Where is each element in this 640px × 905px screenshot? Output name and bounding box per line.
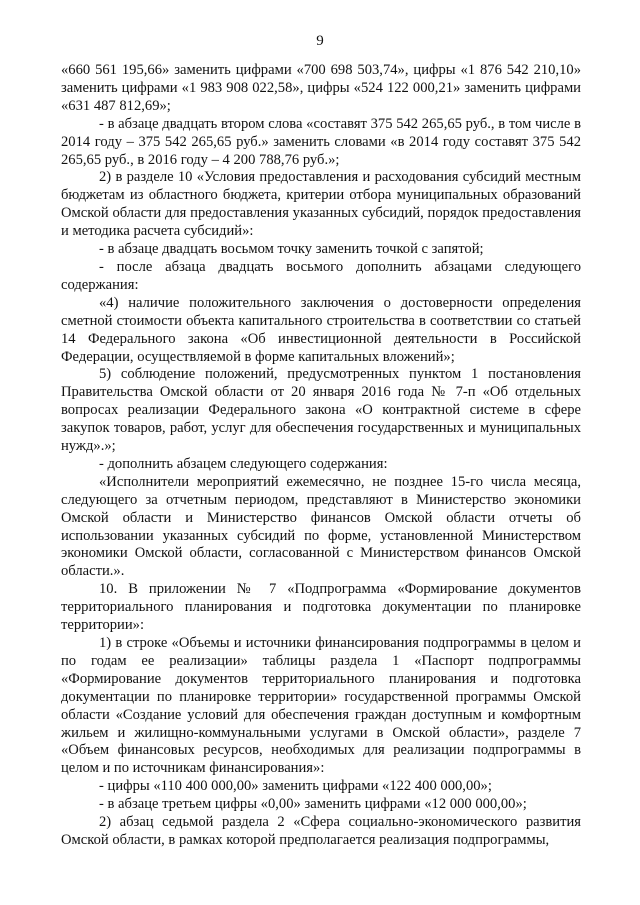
paragraph-third-abzac: - в абзаце третьем цифры «0,00» заменить цифрами «12 000 000,00»;	[99, 796, 527, 813]
paragraph-add-abzac: - дополнить абзацем следующего содержания:	[99, 455, 388, 472]
paragraph-22nd-abzac: - в абзаце двадцать втором слова «составят 375 542 265,65 руб., в том числе в 2014 году – 375 542 265,65 руб.» заменить словами «в 2014 году составят 375 542 265,65 руб., в 2016 году – 4 200 788,76 руб.»;	[61, 115, 581, 168]
paragraph-add-abzacs: - после абзаца двадцать восьмого дополнить абзацами следующего содержания:	[61, 258, 581, 293]
paragraph-appendix-7: 10. В приложении № 7 «Подпрограмма «Формирование документов территориального планирования и подготовка документации по планировке территории»:	[61, 581, 581, 634]
paragraph-item-5: 5) соблюдение положений, предусмотренных пунктом 1 постановления Правительства Омской области от 20 января 2016 года № 7-п «Об отдельных вопросах реализации Федерального закона «О контрактной системе в сфере закупок товаров, работ, услуг для обеспечения государственных и муниципальных нужд».»;	[61, 366, 581, 455]
paragraph-section-2: 2) абзац седьмой раздела 2 «Сфера социально-экономического развития Омской области, в рамках которой предполагается реализация подпрограммы,	[61, 814, 581, 848]
page-number: 9	[316, 33, 324, 49]
paragraph-continuation-figures: «660 561 195,66» заменить цифрами «700 698 503,74», цифры «1 876 542 210,10» заменить цифрами «1 983 908 022,58», цифры «524 122 000,21» заменить цифрами «631 487 812,69»;	[61, 62, 581, 114]
paragraph-item-4: «4) наличие положительного заключения о достоверности определения сметной стоимости объекта капитального строительства в соответствии со статьей 14 Федерального закона «Об инвестиционной деятельности в Российской Федерации, осуществляемой в форме капитальных вложений»;	[61, 294, 581, 365]
paragraph-figures-replace: - цифры «110 400 000,00» заменить цифрами «122 400 000,00»;	[99, 778, 492, 795]
paragraph-financing-row: 1) в строке «Объемы и источники финансирования подпрограммы в целом и по годам ее реализации» таблицы раздела 1 «Паспорт подпрограммы «Формирование документов территориального планирования и подготовка документации по планировке территории» государственной программы Омской области «Создание условий для обеспечения граждан доступным и комфортным жильем и жилищно-коммунальными услугами в Омской области», разделе 7 «Объем финансовых ресурсов, необходимых для реализации подпрограммы в целом и по источникам финансирования»:	[61, 635, 581, 777]
paragraph-executors-report: «Исполнители мероприятий ежемесячно, не позднее 15-го числа месяца, следующего за отчетным периодом, представляют в Министерство экономики Омской области и Министерство финансов Омской области отчеты об использовании указанных субсидий по форме, установленной Министерством экономики Омской области, согласованной с Министерством финансов Омской области.».	[61, 473, 581, 580]
paragraph-28th-abzac-point: - в абзаце двадцать восьмом точку заменить точкой с запятой;	[99, 241, 484, 258]
paragraph-section-10: 2) в разделе 10 «Условия предоставления и расходования субсидий местным бюджетам из областного бюджета, критерии отбора муниципальных образований Омской области для предоставления указанных субсидий, порядок предоставления и методика расчета субсидий»:	[61, 169, 581, 240]
document-body	[61, 62, 581, 850]
